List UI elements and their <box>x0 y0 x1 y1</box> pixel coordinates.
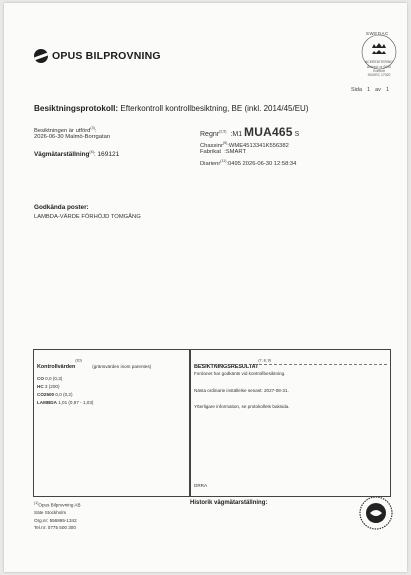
inspection-performed-value: 2026-06-30 Malmö-Borrgatan <box>34 134 111 140</box>
seal-line-3: ISO/IEC 17020 <box>367 73 391 77</box>
company-logo <box>34 49 161 63</box>
odometer: Vägmätarställning$^{(4)}$: 169121 <box>34 150 120 159</box>
result-signature: DRRA <box>194 483 208 488</box>
opus-logo-icon <box>34 49 48 63</box>
protocol-title <box>34 104 308 113</box>
result-line-2: Nästa ordinarie inställelse senast: 2027-08-31. <box>194 388 289 393</box>
odometer-value: 169121 <box>97 151 120 159</box>
diarie-row: Diarienr$^{(11)}$:0495 2026-06-30 12:58:34 <box>200 159 297 167</box>
protocol-type: Efterkontroll kontrollbesiktning, BE (inkl. 2014/45/EU) <box>120 104 309 113</box>
protocol-title-label: Besiktningsprotokoll: <box>34 104 119 113</box>
footer-company: $^{(1)}$Opus Bilprovning AB Säte Stockholm Org.nr: 556865-1342 Tel.nr: 0775 500 300 <box>34 501 81 531</box>
page-number <box>351 87 389 93</box>
regnr-row: Regnr$^{(2,5)}$ :M1 MUA465 S <box>200 125 300 139</box>
history-title: Historik vägmätarställning: <box>190 500 268 506</box>
chassi-row: Chassinr$^{(5)}$:WME4513341K556382 <box>200 141 289 149</box>
result-header: BESIKTNINGSRESULTAT$^{(7, 8, 9)}$ <box>194 358 271 370</box>
page-label: Sida <box>351 87 363 93</box>
seal-line-1: Ackred. nr 0000 <box>367 65 391 69</box>
odometer-label: Vägmätarställning <box>34 151 90 159</box>
company-logo-text: OPUS BILPROVNING <box>52 50 161 62</box>
control-row-lambda: LAMBDA 1,01 (0,97 - 1,03) <box>37 400 94 405</box>
page-of-label: av <box>375 87 381 93</box>
footer-seal-icon <box>358 495 394 531</box>
approved-item: LAMBDA-VÄRDE FÖRHÖJD TOMGÅNG <box>34 214 141 220</box>
control-row-co: CO 0,0 (0,3) <box>37 376 63 381</box>
document-page <box>4 3 407 572</box>
fabrikat-row: Fabrikat :SMART <box>200 149 246 155</box>
control-row-co2500: CO2500 0,0 (0,2) <box>37 392 73 397</box>
control-row-hc: HC 3 (200) <box>37 384 60 389</box>
seal-ring-text: ACKREDITERING <box>365 60 393 64</box>
seal-line-2: Kontroll <box>373 69 385 73</box>
page-current: 1 <box>367 87 371 93</box>
approved-title: Godkända poster: <box>34 204 89 211</box>
result-box <box>190 349 391 497</box>
seal-top-text: SWEDAC <box>366 31 389 36</box>
control-values-header: Kontrollvärden$^{(10)}$ (gränsvärden inom parentes) <box>37 358 152 370</box>
control-values-box <box>33 349 190 497</box>
page-total: 1 <box>385 87 389 93</box>
result-line-3: Ytterligare information, se protokollets baksida. <box>194 404 290 409</box>
regnr-value: MUA465 <box>244 125 293 139</box>
inspection-performed-label: Besiktningen är utförd$^{(3)}$: <box>34 126 97 134</box>
footer-seal <box>358 495 394 536</box>
result-line-1: Fordonet har godkänts vid kontrollbesiktning. <box>194 371 286 376</box>
accreditation-seal <box>358 31 400 76</box>
result-divider <box>194 364 387 365</box>
